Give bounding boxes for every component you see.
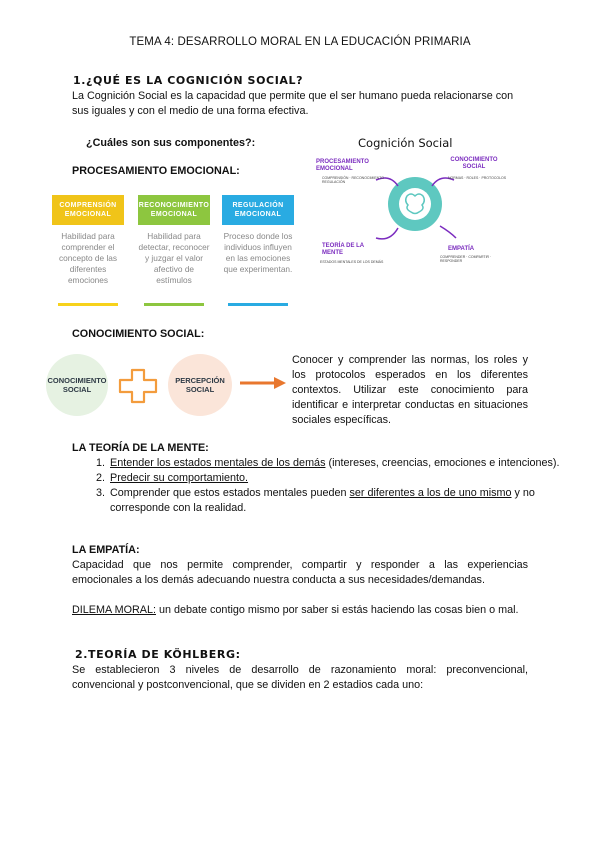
- card-title: COMPRENSIÓN EMOCIONAL: [52, 195, 124, 225]
- card-title: RECONOCIMIENTO EMOCIONAL: [138, 195, 210, 225]
- node-procesamiento: PROCESAMIENTO EMOCIONAL: [316, 159, 369, 172]
- plus-icon: [118, 368, 158, 404]
- card-comprension: [52, 195, 124, 286]
- diagram-title: Cognición Social: [358, 136, 453, 150]
- conocimiento-text: Conocer y comprender las normas, los roles y los protocolos esperados en los diferentes contextos. Utilizar este conocimiento para identificar e interpretar conductas en situaciones sociales específicas.: [292, 354, 528, 426]
- page-title: TEMA 4: DESARROLLO MORAL EN LA EDUCACIÓN PRIMARIA: [129, 36, 471, 48]
- node-detail: NORMAS · ROLES · PROTOCOLOS: [448, 176, 507, 180]
- empatia-heading: LA EMPATÍA:: [72, 544, 140, 556]
- section1-heading: 1.¿QUÉ ES LA COGNICIÓN SOCIAL?: [73, 74, 304, 87]
- section2-text: Se establecieron 3 niveles de desarrollo de razonamiento moral: preconvencional, convencional y postconvencional, que se dividen en 2 estadios cada uno:: [72, 664, 528, 691]
- list-item: 2. Predecir su comportamiento.: [108, 471, 564, 486]
- card-text: Habilidad para comprender el concepto de las diferentes emociones: [58, 231, 118, 285]
- empatia-text: Capacidad que nos permite comprender, compartir y responder a las experiencias emocionales a los demás adecuando nuestra conducta a sus necesidades/demandas.: [72, 559, 528, 586]
- components-question: ¿Cuáles son sus componentes?:: [86, 137, 256, 149]
- section2-heading: 2.TEORÍA DE KÖHLBERG:: [75, 648, 241, 661]
- brain-icon: [399, 188, 431, 220]
- card-text: Habilidad para detectar, reconocer y juzgar el valor afectivo de estímulos: [138, 231, 210, 285]
- node-detail: ESTADOS MENTALES DE LOS DEMÁS: [320, 260, 384, 264]
- card-underline: [144, 303, 204, 306]
- node-empatia: EMPATÍA: [448, 246, 475, 252]
- node-teoria: TEORÍA DE LA MENTE: [322, 243, 364, 256]
- arrow-icon: [376, 228, 398, 239]
- list-item: 1. Entender los estados mentales de los demás (intereses, creencias, emociones e intenciones).: [108, 456, 564, 471]
- card-reconocimiento: [138, 195, 210, 286]
- arrow-right-icon: [240, 375, 288, 391]
- card-title: REGULACIÓN EMOCIONAL: [222, 195, 294, 225]
- card-underline: [58, 303, 118, 306]
- card-text: Proceso donde los individuos influyen en las emociones que experimentan.: [223, 231, 293, 274]
- procesamiento-heading: PROCESAMIENTO EMOCIONAL:: [72, 165, 240, 177]
- teoria-heading: LA TEORÍA DE LA MENTE:: [72, 442, 209, 454]
- dilema-moral: DILEMA MORAL: un debate contigo mismo por saber si estás haciendo las cosas bien o mal.: [72, 604, 519, 616]
- card-regulacion: [222, 195, 294, 275]
- section1-intro: La Cognición Social es la capacidad que permite que el ser humano pueda relacionarse con sus iguales y con el medio de una forma efectiva.: [72, 90, 514, 117]
- conocimiento-heading: CONOCIMIENTO SOCIAL:: [72, 328, 205, 340]
- circle-conocimiento: CONOCIMIENTO SOCIAL: [46, 354, 108, 416]
- node-detail: COMPRENDER · COMPARTIR · RESPONDER: [440, 255, 492, 263]
- card-underline: [228, 303, 288, 306]
- teoria-list: [72, 456, 564, 516]
- node-conocimiento: CONOCIMIENTO SOCIAL: [450, 157, 498, 170]
- arrow-icon: [440, 226, 456, 238]
- circle-percepcion: PERCEPCIÓN SOCIAL: [168, 354, 232, 416]
- node-detail: COMPRENSIÓN · RECONOCIMIENTO · REGULACIÓN: [322, 176, 387, 184]
- list-item: 3. Comprender que estos estados mentales pueden ser diferentes a los de uno mismo y no corresponde con la realidad.: [108, 486, 564, 516]
